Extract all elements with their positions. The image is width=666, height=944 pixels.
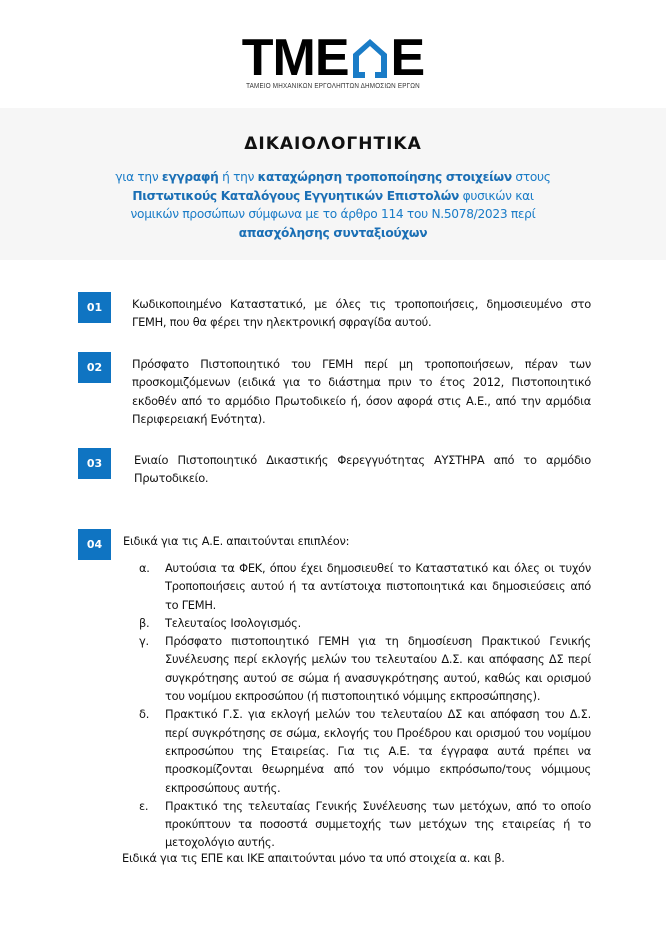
page-title: ΔΙΚΑΙΟΛΟΓΗΤΙΚΑ bbox=[244, 134, 422, 154]
item-number-badge: 01 bbox=[78, 292, 111, 323]
logo-letter: Ε bbox=[390, 29, 425, 87]
list-item bbox=[139, 614, 591, 632]
list-marker: ε. bbox=[139, 798, 149, 813]
list-marker: γ. bbox=[139, 634, 149, 649]
subtitle-text: για την bbox=[115, 170, 162, 184]
item-text: Ειδικά για τις Α.Ε. απαιτούνται επιπλέον: bbox=[123, 534, 350, 548]
house-icon bbox=[350, 36, 390, 80]
list-item-text: Αυτούσια τα ΦΕΚ, όπου έχει δημοσιευθεί το Καταστατικό και όλες οι τυχόν Τροποποιήσεις αυτού ή τα αντίστοιχα πιστοποιητικά και δημοσιεύσεις από το ΓΕΜΗ. bbox=[165, 561, 591, 612]
list-marker: β. bbox=[139, 615, 150, 630]
list-marker: δ. bbox=[139, 707, 150, 722]
list-item bbox=[139, 797, 591, 852]
list-item bbox=[139, 705, 591, 796]
sub-requirements-list bbox=[139, 559, 591, 852]
subtitle-text: φυσικών και νομικών προσώπων σύμφωνα με το άρθρο 114 του Ν.5078/2023 περί bbox=[130, 188, 536, 221]
subtitle-emphasis: Πιστωτικούς Καταλόγους Εγγυητικών Επιστολών bbox=[132, 188, 460, 203]
item-number-badge: 02 bbox=[78, 352, 111, 383]
item-text: Ενιαίο Πιστοποιητικό Δικαστικής Φερεγγυότητας ΑΥΣΤΗΡΑ από το αρμόδιο Πρωτοδικείο. bbox=[134, 453, 591, 486]
list-item bbox=[139, 559, 591, 614]
logo-letter: Μ bbox=[272, 29, 315, 87]
logo bbox=[0, 29, 666, 90]
footer-note: Ειδικά για τις ΕΠΕ και ΙΚΕ απαιτούνται μόνο τα υπό στοιχεία α. και β. bbox=[122, 851, 505, 865]
logo-letter: Ε bbox=[314, 29, 349, 87]
logo-letter: Τ bbox=[241, 29, 273, 87]
list-item-text: Πρακτικό Γ.Σ. για εκλογή μελών του τελευταίου ΔΣ και απόφαση του Δ.Σ. περί συγκρότησης σε σώμα, εκλογής του Προέδρου και ορισμού του νομίμου εκπροσώπου της Εταιρείας. Για τις Α.Ε. τα έγγραφα αυτά πρέπει να προσκομίζονται θεωρημένα από τον νόμιμο εκπρόσωπο/τους νόμιμους εκπροσώπους αυτής. bbox=[165, 707, 591, 795]
list-item-text: Πρόσφατο πιστοποιητικό ΓΕΜΗ για τη δημοσίευση Πρακτικού Γενικής Συνέλευσης περί εκλογής μελών του τελευταίου Δ.Σ. και απόφασης ΔΣ περί συγκρότησης αυτού σε σώμα ή ανασυγκρότησης αυτού, καθώς και ορισμού του νομίμου εκπροσώπου (ή πιστοποιητικό νόμιμης εκπροσώπησης). bbox=[165, 634, 591, 704]
item-text: Κωδικοποιημένο Καταστατικό, με όλες τις τροποποιήσεις, δημοσιευμένο στο ΓΕΜΗ, που θα φέρει την ηλεκτρονική σφραγίδα αυτού. bbox=[132, 297, 591, 330]
page-subtitle bbox=[108, 168, 558, 242]
item-number-badge: 03 bbox=[78, 448, 111, 479]
item-text: Πρόσφατο Πιστοποιητικό του ΓΕΜΗ περί μη τροποποιήσεων, πέραν των προσκομιζόμενων (ειδικά για το διάστημα πριν το έτος 2012, Πιστοποιητικό εκδοθέν από το αρμόδιο Πρωτοδικείο ή, όσον αφορά στις Α.Ε., από την αρμόδια Περιφερειακή Ενότητα). bbox=[132, 357, 591, 426]
subtitle-emphasis: καταχώρηση τροποποίησης στοιχείων bbox=[257, 170, 512, 184]
list-item-text: Πρακτικό της τελευταίας Γενικής Συνέλευσης των μετόχων, από το οποίο προκύπτουν τα ποσοστά συμμετοχής των μετόχων της εταιρείας ή το μετοχολόγιο αυτής. bbox=[165, 798, 591, 850]
list-item bbox=[139, 632, 591, 705]
subtitle-emphasis: εγγραφή bbox=[161, 170, 219, 184]
list-marker: α. bbox=[139, 561, 150, 575]
logo-subtitle: ΤΑΜΕΙΟ ΜΗΧΑΝΙΚΩΝ ΕΡΓΟΛΗΠΤΩΝ ΔΗΜΟΣΙΩΝ ΕΡΓΩΝ bbox=[246, 83, 420, 90]
item-number-badge: 04 bbox=[78, 529, 111, 560]
subtitle-emphasis: απασχόλησης συνταξιούχων bbox=[238, 225, 428, 240]
list-item-text: Τελευταίος Ισολογισμός. bbox=[165, 615, 301, 630]
subtitle-text: στους bbox=[511, 170, 551, 184]
subtitle-text: ή την bbox=[218, 170, 258, 184]
